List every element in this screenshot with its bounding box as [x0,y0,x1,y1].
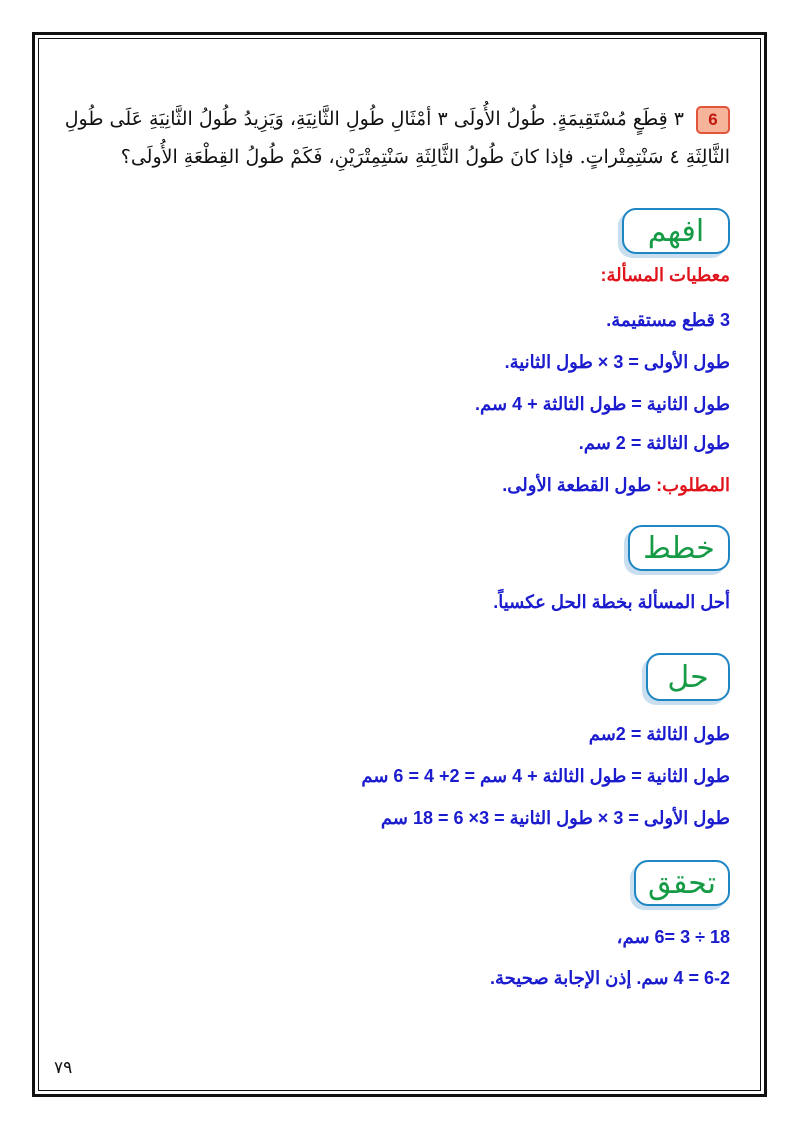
check-heading [634,860,730,906]
check-heading-text: تحقق [648,865,716,901]
plan-heading-text: خطط [643,530,715,566]
solve-line-2: طول الثانية = طول الثالثة + 4 سم = 2+ 4 = 6 سم [361,766,730,786]
given-line-2: طول الأولى = 3 × طول الثانية. [504,352,730,372]
solve-line-3: طول الأولى = 3 × طول الثانية = 3× 6 = 18 سم [380,808,730,828]
page-number: ٧٩ [54,1058,73,1078]
givens-label: معطيات المسألة: [600,265,730,285]
check-line-2: 6-2 = 4 سم. إذن الإجابة صحيحة. [490,968,730,988]
problem-statement [50,100,730,176]
given-line-3: طول الثانية = طول الثالثة + 4 سم. [475,394,730,414]
understand-heading-text: افهم [647,213,705,249]
plan-heading [628,525,730,571]
required-line [502,475,730,496]
page-content [60,0,730,1131]
given-line-1: 3 قطع مستقيمة. [606,310,730,330]
given-line-4: طول الثالثة = 2 سم. [578,433,730,453]
solve-line-1: طول الثالثة = 2سم [588,724,730,744]
required-label: المطلوب: [656,475,730,495]
problem-text: ٣ قِطَعٍ مُسْتَقِيمَةٍ. طُولُ الأُولَى ٣ أمْثَالِ طُولِ الثَّانِيَةِ، وَيَزِيدُ طُولُ الثَّانِيَةِ عَلَى طُولِ الثَّالِثَةِ ٤ سَنْتِمِتْراتٍ. فإذا كانَ طُولُ الثَّالِثَةِ سَنْتِمِتْرَيْنِ، فَكَمْ طُولُ القِطْعَةِ الأُولَى؟ [64,108,730,168]
understand-heading [622,208,730,254]
required-text: طول القطعة الأولى. [502,475,657,495]
solve-heading-text: حل [667,659,709,695]
solve-heading [646,653,730,701]
plan-text: أحل المسألة بخطة الحل عكسياً. [493,592,730,612]
question-number-badge: 6 [696,106,730,134]
check-line-1: 18 ÷ 3 =6 سم، [616,927,730,947]
